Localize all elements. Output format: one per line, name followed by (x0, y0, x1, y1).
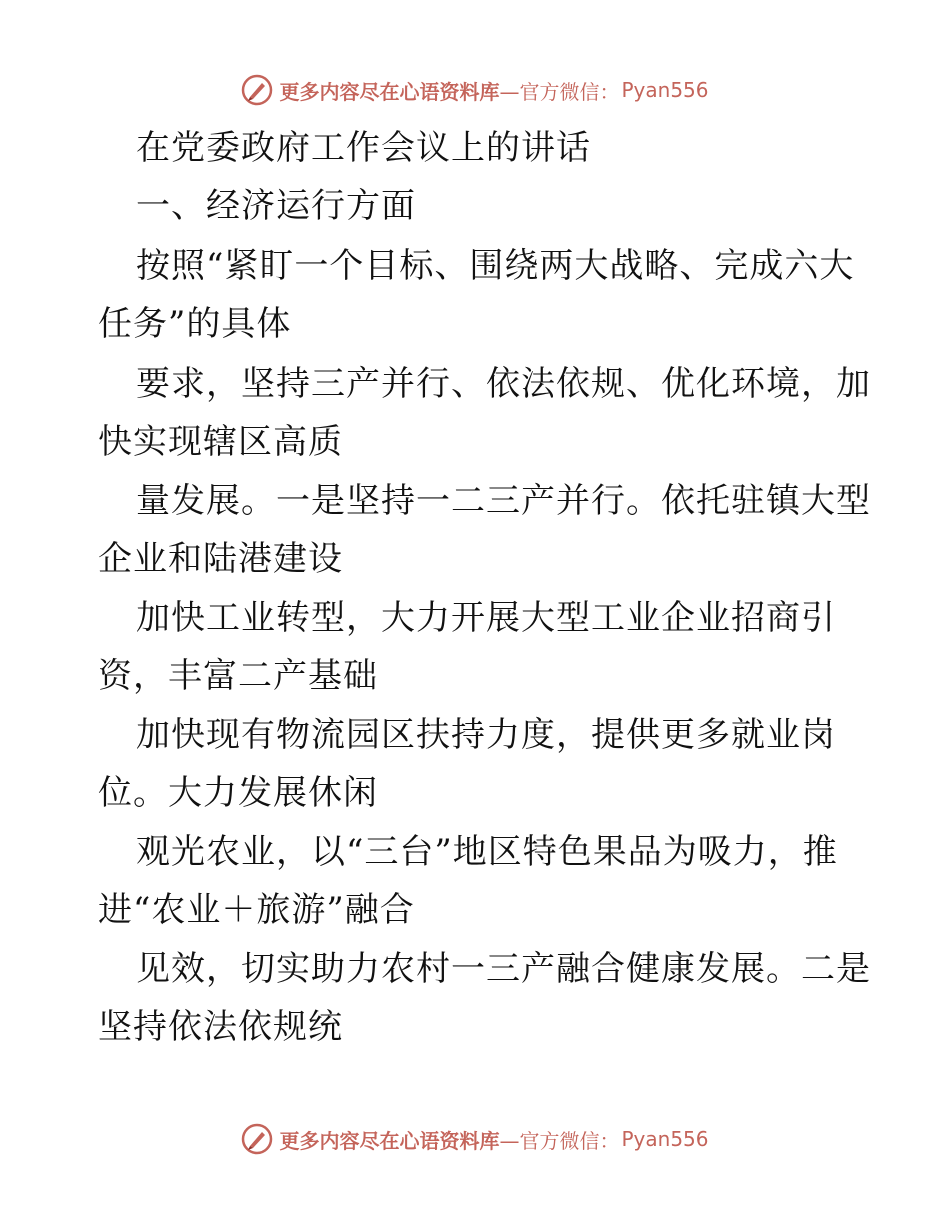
body-line: 坚持依法依规统 (98, 1007, 343, 1047)
body-line: 加快现有物流园区扶持力度，提供更多就业岗 (136, 715, 836, 755)
body-line: 观光农业，以“三台”地区特色果品为吸力，推 (136, 832, 838, 872)
body-line: 进“农业＋旅游”融合 (98, 890, 415, 930)
header-watermark (0, 73, 950, 107)
section-heading: 一、经济运行方面 (136, 186, 416, 226)
pen-logo-icon (241, 74, 273, 106)
body-line: 加快工业转型，大力开展大型工业企业招商引 (136, 598, 836, 638)
body-line: 企业和陆港建设 (98, 539, 343, 579)
footer-watermark (0, 1122, 950, 1156)
watermark-wechat-id: Pyan556 (621, 78, 709, 102)
watermark-wechat-id: Pyan556 (621, 1127, 709, 1151)
watermark-sub-text: —官方微信： (499, 1128, 620, 1153)
body-line: 量发展。一是坚持一二三产并行。依托驻镇大型 (136, 481, 871, 521)
pen-logo-icon (241, 1123, 273, 1155)
document-title: 在党委政府工作会议上的讲话 (136, 128, 591, 168)
body-line: 要求，坚持三产并行、依法依规、优化环境，加 (136, 364, 871, 404)
body-line: 见效，切实助力农村一三产融合健康发展。二是 (136, 949, 871, 989)
watermark-main-text: 更多内容尽在心语资料库 (279, 1128, 500, 1153)
body-line: 资，丰富二产基础 (98, 656, 378, 696)
body-line: 快实现辖区高质 (98, 422, 343, 462)
body-line: 按照“紧盯一个目标、围绕两大战略、完成六大 (136, 246, 855, 286)
body-line: 位。大力发展休闲 (98, 773, 378, 813)
watermark-sub-text: —官方微信： (499, 79, 620, 104)
body-line: 任务”的具体 (98, 304, 292, 344)
watermark-main-text: 更多内容尽在心语资料库 (279, 79, 500, 104)
